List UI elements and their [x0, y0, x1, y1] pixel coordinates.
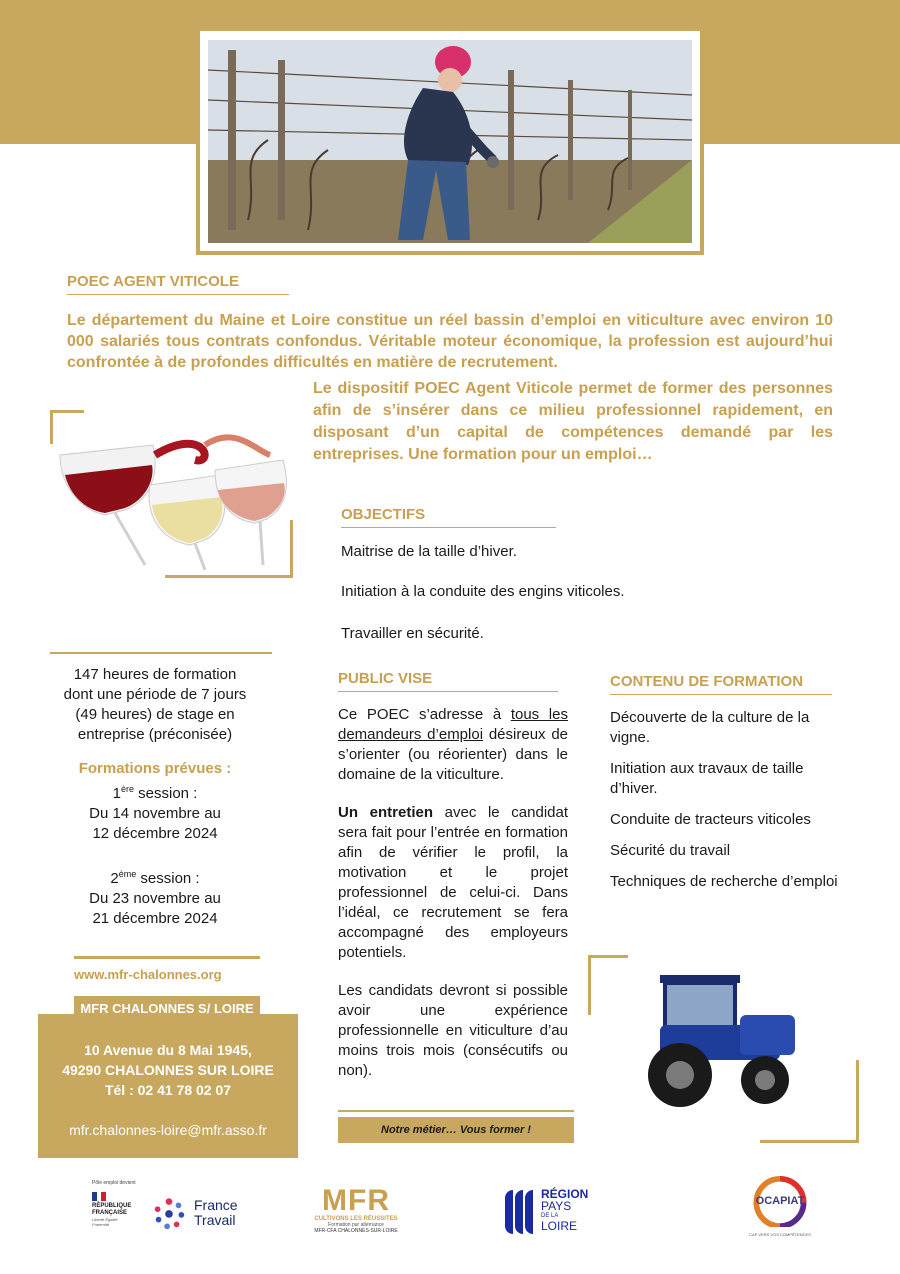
objectif-item: Travailler en sécurité.	[341, 625, 484, 642]
objectif-item: Maitrise de la taille d’hiver.	[341, 543, 517, 560]
vineyard-photo	[208, 40, 692, 243]
contenu-list	[610, 708, 840, 903]
formations-title: Formations prévues :	[78, 760, 232, 777]
public-text	[338, 705, 568, 1099]
hours-line: dont une période de 7 jours	[63, 686, 247, 703]
frame-corner	[760, 1140, 858, 1143]
objectifs-title: OBJECTIFS	[341, 506, 556, 528]
frame-corner	[50, 410, 53, 444]
france-travail-logo: France Travail	[150, 1190, 250, 1235]
frame-corner	[588, 955, 591, 1015]
contenu-item: Initiation aux travaux de taille d’hiver.	[610, 760, 804, 797]
frame-corner	[290, 520, 293, 578]
session-2-dates: Du 23 novembre au	[89, 890, 221, 907]
hours-line: (49 heures) de stage en	[75, 706, 235, 723]
contenu-title: CONTENU DE FORMATION	[610, 673, 832, 695]
frame-corner	[50, 410, 84, 413]
address-line: 49290 CHALONNES SUR LOIRE	[62, 1062, 274, 1078]
mfr-banner: MFR CHALONNES S/ LOIRE	[74, 994, 260, 1020]
public-paragraph: Un entretien avec le candidat sera fait pour l’entrée en formation afin de vérifier le profil, la motivation et le projet professionnel de celui-ci. Dans l’idéal, ce recrutement se fera accompagné des employeurs potentiels.	[338, 804, 569, 961]
wine-glasses-image	[55, 415, 290, 570]
session-1-dates: 12 décembre 2024	[92, 825, 218, 842]
phone: Tél : 02 41 78 02 07	[104, 1082, 232, 1098]
public-paragraph: Les candidats devront si possible avoir une expérience professionnelle en viticulture d’au moins trois mois (consécutifs ou non).	[338, 982, 568, 1079]
divider-line	[50, 652, 272, 654]
page-title: POEC AGENT VITICOLE	[67, 273, 289, 295]
mfr-logo: MFR CULTIVONS LES RÉUSSITES Formation par alternance MFR-CFA CHALONNES-SUR-LOIRE	[314, 1184, 398, 1234]
contenu-item: Techniques de recherche d’emploi	[610, 873, 838, 890]
tractor-image	[620, 965, 805, 1115]
frame-corner	[856, 1060, 859, 1143]
hours-line: entreprise (préconisée)	[77, 726, 233, 743]
address-line: 10 Avenue du 8 Mai 1945,	[84, 1042, 252, 1058]
address-box	[38, 1014, 298, 1158]
contenu-item: Sécurité du travail	[610, 842, 731, 859]
formation-info	[40, 665, 270, 929]
frame-corner	[165, 575, 293, 578]
divider-line	[338, 1110, 574, 1112]
ocapiat-logo: OCAPIAT CAP VERS VOS COMPÉTENCES	[740, 1175, 820, 1243]
hours-line: 147 heures de formation	[73, 666, 237, 683]
session-1-label: 1ère session :	[112, 784, 198, 802]
session-2-dates: 21 décembre 2024	[92, 910, 218, 927]
session-1-dates: Du 14 novembre au	[89, 805, 221, 822]
divider-line	[74, 956, 260, 959]
contenu-item: Découverte de la culture de la vigne.	[610, 709, 810, 746]
public-title: PUBLIC VISE	[338, 670, 558, 692]
public-paragraph: Ce POEC s’adresse à tous les demandeurs d’emploi désireux de s’orienter (ou réorienter) dans le domaine de la viticulture.	[338, 706, 569, 783]
email-link[interactable]: mfr.chalonnes-loire@mfr.asso.fr	[69, 1122, 267, 1138]
intro-paragraph-1: Le département du Maine et Loire constitue un réel bassin d’emploi en viticulture avec environ 10 000 salariés tous contrats confondus. Véritable moteur économique, la profession est aujourd’hui confrontée à de profondes difficultés en matière de recrutement.	[67, 312, 833, 371]
contenu-item: Conduite de tracteurs viticoles	[610, 811, 811, 828]
frame-corner	[588, 955, 628, 958]
objectif-item: Initiation à la conduite des engins viticoles.	[341, 583, 625, 600]
republique-logo: Pôle emploi devient RÉPUBLIQUE FRANÇAISE Liberté Égalité Fraternité	[92, 1180, 136, 1227]
website-link[interactable]: www.mfr-chalonnes.org	[74, 967, 222, 982]
intro-paragraph-2: Le dispositif POEC Agent Viticole permet de former des personnes afin de s’insérer dans ce milieu professionnel rapidement, en disposant d’un capital de compétences demandé par les entreprises. Une formation pour un emploi…	[313, 380, 833, 463]
tagline: Notre métier… Vous former !	[338, 1117, 574, 1143]
region-pays-de-la-loire-logo: RÉGION PAYS DE LA LOIRE	[505, 1188, 610, 1238]
session-2-label: 2ème session :	[110, 869, 200, 887]
